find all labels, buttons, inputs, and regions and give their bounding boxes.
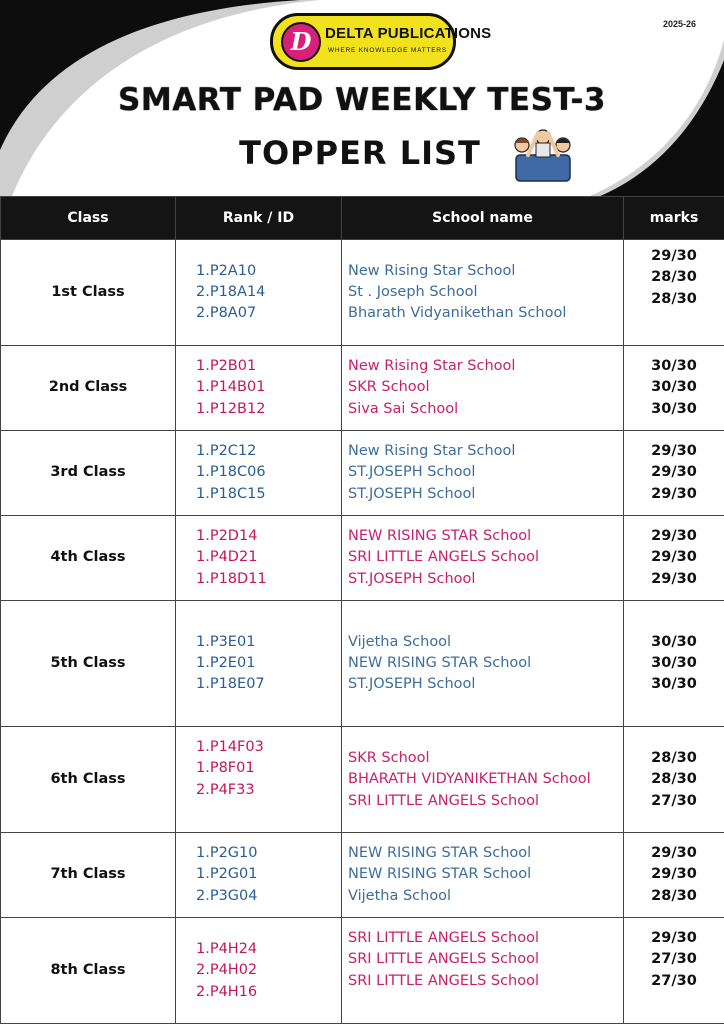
marks-value: 29/30 <box>651 443 697 460</box>
publisher-logo <box>270 13 492 70</box>
marks-cell <box>624 346 724 431</box>
table-row <box>1 240 724 346</box>
marks-value: 27/30 <box>651 792 697 809</box>
school-name: Siva Sai School <box>348 400 459 417</box>
marks-value: 29/30 <box>651 464 697 481</box>
rank-id: 2.P8A07 <box>196 305 257 322</box>
marks-value: 30/30 <box>651 379 697 396</box>
rank-id: 2.P4H02 <box>196 962 258 979</box>
rank-cell <box>176 240 342 346</box>
school-name: Vijetha School <box>348 887 452 904</box>
class-cell: 7th Class <box>1 833 176 918</box>
marks-value: 27/30 <box>651 951 697 968</box>
school-name: NEW RISING STAR School <box>348 845 532 862</box>
school-name: New Rising Star School <box>348 358 516 375</box>
marks-value: 27/30 <box>651 972 697 989</box>
school-name: New Rising Star School <box>348 262 516 279</box>
school-name: ST.JOSEPH School <box>348 485 476 502</box>
school-name: ST.JOSEPH School <box>348 464 476 481</box>
marks-value: 30/30 <box>651 358 697 375</box>
table-row <box>1 516 724 601</box>
students-celebrating-icon <box>508 121 578 183</box>
rank-cell <box>176 516 342 601</box>
rank-id: 1.P12B12 <box>196 400 266 417</box>
table-row <box>1 601 724 727</box>
logo-mark-icon: D <box>281 22 321 62</box>
marks-value: 28/30 <box>651 750 697 767</box>
class-cell: 6th Class <box>1 727 176 833</box>
rank-cell <box>176 601 342 727</box>
rank-id: 1.P2C12 <box>196 443 257 460</box>
rank-cell <box>176 431 342 516</box>
marks-value: 28/30 <box>651 290 697 307</box>
class-cell: 3rd Class <box>1 431 176 516</box>
topper-table <box>0 196 724 1024</box>
marks-value: 28/30 <box>651 887 697 904</box>
class-cell: 8th Class <box>1 918 176 1024</box>
school-name: SRI LITTLE ANGELS School <box>348 930 540 946</box>
class-cell: 1st Class <box>1 240 176 346</box>
table-row <box>1 918 724 1024</box>
school-name: SKR School <box>348 750 430 767</box>
rank-id: 1.P2E01 <box>196 654 256 671</box>
school-name: NEW RISING STAR School <box>348 654 532 671</box>
school-name: SRI LITTLE ANGELS School <box>348 549 540 566</box>
rank-id: 1.P2G01 <box>196 866 258 883</box>
academic-year: 2025-26 <box>662 19 696 29</box>
marks-value: 30/30 <box>651 633 697 650</box>
column-header-class: Class <box>1 197 176 240</box>
school-name: Vijetha School <box>348 633 452 650</box>
marks-value: 28/30 <box>651 269 697 286</box>
school-cell <box>342 346 624 431</box>
page-header <box>0 0 724 196</box>
marks-value: 30/30 <box>651 654 697 671</box>
marks-value: 29/30 <box>651 549 697 566</box>
marks-cell <box>624 727 724 833</box>
marks-cell <box>624 431 724 516</box>
school-name: New Rising Star School <box>348 443 516 460</box>
school-cell <box>342 601 624 727</box>
rank-id: 1.P2G10 <box>196 845 258 862</box>
school-name: Bharath Vidyanikethan School <box>348 305 567 322</box>
rank-id: 2.P4F33 <box>196 781 255 798</box>
rank-id: 1.P2D14 <box>196 528 258 545</box>
marks-cell <box>624 240 724 346</box>
rank-cell <box>176 727 342 833</box>
rank-id: 1.P3E01 <box>196 633 256 650</box>
rank-id: 1.P18D11 <box>196 570 267 587</box>
marks-value: 29/30 <box>651 570 697 587</box>
marks-cell <box>624 601 724 727</box>
table-row <box>1 431 724 516</box>
school-name: BHARATH VIDYANIKETHAN School <box>348 771 591 788</box>
marks-cell <box>624 918 724 1024</box>
rank-id: 1.P2A10 <box>196 262 257 279</box>
rank-id: 1.P14F03 <box>196 739 264 755</box>
school-name: St . Joseph School <box>348 283 478 300</box>
class-cell: 4th Class <box>1 516 176 601</box>
school-cell <box>342 918 624 1024</box>
rank-id: 1.P4H24 <box>196 941 258 958</box>
table-row <box>1 727 724 833</box>
table-row <box>1 833 724 918</box>
column-header-marks: marks <box>624 197 724 240</box>
rank-id: 1.P18C06 <box>196 464 266 481</box>
rank-id: 2.P18A14 <box>196 283 266 300</box>
school-name: SRI LITTLE ANGELS School <box>348 972 540 989</box>
rank-cell <box>176 918 342 1024</box>
marks-value: 29/30 <box>651 845 697 862</box>
rank-cell <box>176 346 342 431</box>
school-name: SRI LITTLE ANGELS School <box>348 792 540 809</box>
rank-id: 1.P4D21 <box>196 549 258 566</box>
table-header-row <box>1 197 724 240</box>
marks-value: 30/30 <box>651 676 697 693</box>
school-name: NEW RISING STAR School <box>348 866 532 883</box>
publisher-name: DELTA PUBLICATIONS <box>325 25 492 42</box>
school-cell <box>342 727 624 833</box>
column-header-rank: Rank / ID <box>176 197 342 240</box>
marks-cell <box>624 833 724 918</box>
school-cell <box>342 833 624 918</box>
school-cell <box>342 516 624 601</box>
rank-id: 2.P4H16 <box>196 983 258 1000</box>
school-name: ST.JOSEPH School <box>348 570 476 587</box>
class-cell: 2nd Class <box>1 346 176 431</box>
marks-value: 28/30 <box>651 771 697 788</box>
rank-id: 1.P2B01 <box>196 358 257 375</box>
marks-value: 29/30 <box>651 248 697 264</box>
rank-id: 1.P8F01 <box>196 760 255 777</box>
school-cell <box>342 240 624 346</box>
rank-cell <box>176 833 342 918</box>
marks-value: 29/30 <box>651 485 697 502</box>
marks-value: 30/30 <box>651 400 697 417</box>
rank-id: 1.P18C15 <box>196 485 266 502</box>
column-header-school: School name <box>342 197 624 240</box>
rank-id: 1.P18E07 <box>196 676 265 693</box>
table-row <box>1 346 724 431</box>
marks-cell <box>624 516 724 601</box>
page-title: SMART PAD WEEKLY TEST-3 <box>118 82 606 118</box>
school-name: ST.JOSEPH School <box>348 676 476 693</box>
school-name: SKR School <box>348 379 430 396</box>
school-cell <box>342 431 624 516</box>
rank-id: 1.P14B01 <box>196 379 266 396</box>
marks-value: 29/30 <box>651 528 697 545</box>
marks-value: 29/30 <box>651 866 697 883</box>
school-name: SRI LITTLE ANGELS School <box>348 951 540 968</box>
school-name: NEW RISING STAR School <box>348 528 532 545</box>
class-cell: 5th Class <box>1 601 176 727</box>
marks-value: 29/30 <box>651 930 697 946</box>
rank-id: 2.P3G04 <box>196 887 258 904</box>
publisher-tagline: WHERE KNOWLEDGE MATTERS <box>328 47 448 54</box>
page-subtitle: TOPPER LIST <box>239 134 481 172</box>
